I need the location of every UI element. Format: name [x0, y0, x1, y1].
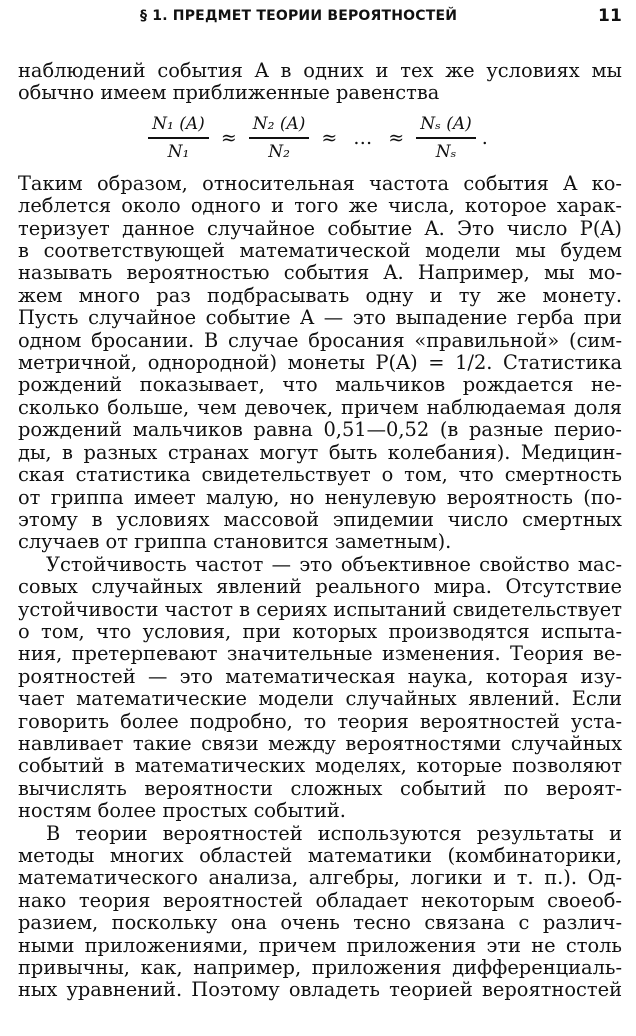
paragraph-1	[18, 173, 622, 554]
text-line: рождений мальчиков равна 0,51—0,52 (в разные перио-	[18, 418, 622, 442]
text-line: этому в условиях массовой эпидемии число смертных	[18, 507, 622, 531]
fraction-bar	[148, 137, 209, 138]
text-line: жем много раз подбрасывать одну и ту же монету.	[18, 283, 622, 307]
text-line: метричной, однородной) монеты P(A) = 1/2. Статистика	[18, 351, 622, 375]
formula-period: .	[481, 126, 488, 149]
text-line: вычислять вероятности сложных событий по вероят-	[18, 776, 622, 800]
text-line: роятностей — это математическая наука, которая изу-	[18, 664, 622, 688]
fraction-denominator: N₂	[268, 141, 290, 162]
text-line: наблюдений события A в одних и тех же условиях мы	[18, 59, 622, 82]
text-line: разием, поскольку она очень тесно связана с различ-	[18, 911, 622, 935]
text-line: Таким образом, относительная частота события A ко-	[18, 171, 622, 195]
fraction-2	[249, 113, 310, 163]
fraction-numerator: N₂ (A)	[252, 113, 306, 134]
text-line: навливает такие связи между вероятностями случайных	[18, 731, 622, 755]
page-number: 11	[597, 6, 622, 26]
fraction-bar	[249, 137, 310, 138]
text-line: нако теория вероятностей обладает некоторым своеоб-	[18, 888, 622, 912]
fraction-s	[416, 113, 476, 163]
text-line: Пусть случайное событие A — это выпадение герба при	[18, 306, 622, 330]
text-line: Устойчивость частот — это объективное свойство мас-	[46, 552, 622, 576]
text-line: совых случайных явлений реального мира. Отсутствие	[18, 575, 622, 599]
approx-sign: ≈	[321, 126, 338, 149]
text-line: говорить более подробно, то теория вероятностей уста-	[18, 709, 622, 733]
ellipsis: …	[353, 126, 373, 149]
text-line: методы многих областей математики (комбинаторики,	[18, 844, 622, 867]
text-line: ными приложениями, причем приложения эти не столь	[18, 933, 622, 957]
text-line: В теории вероятностей используются результаты и	[46, 821, 622, 845]
paragraph-2	[18, 554, 622, 823]
text-line: случаев от гриппа становится заметным).	[18, 530, 452, 554]
running-header	[18, 6, 622, 28]
fraction-denominator: N₁	[167, 141, 190, 162]
text-line: устойчивости частот в сериях испытаний свидетельствует	[18, 597, 622, 621]
text-line: ния, претерпевают значительные изменения. Теория ве-	[18, 642, 622, 666]
fraction-denominator: Nₛ	[435, 141, 457, 162]
approx-sign: ≈	[388, 126, 405, 149]
text-line: рождений показывает, что мальчиков рождается не-	[18, 373, 622, 397]
fraction-1	[148, 113, 209, 163]
fraction-bar	[416, 137, 476, 138]
text-line: чает математические модели случайных явлений. Если	[18, 687, 622, 711]
text-line: одном бросании. В случае бросания «правильной» (сим-	[18, 328, 622, 352]
text-line: сколько больше, чем девочек, причем наблюдаемая доля	[18, 395, 622, 419]
text-line: ных уравнений. Поэтому овладеть теорией вероятностей	[18, 978, 622, 1002]
text-line: ская статистика свидетельствует о том, что смертность	[18, 463, 622, 487]
book-page	[18, 6, 622, 1002]
text-line: называть вероятностью события A. Например, мы мо-	[18, 261, 622, 285]
text-line: теризует данное случайное событие A. Это число P(A)	[18, 216, 622, 240]
text-line: о том, что условия, при которых производятся испыта-	[18, 619, 622, 643]
fraction-numerator: Nₛ (A)	[420, 113, 472, 134]
text-line: событий в математических моделях, которые позволяют	[18, 754, 622, 778]
fraction-numerator: N₁ (A)	[152, 113, 205, 134]
text-line: обычно имеем приближенные равенства	[18, 81, 440, 105]
text-line: в соответствующей математической модели мы будем	[18, 239, 622, 263]
text-line: леблется около одного и того же числа, которое харак-	[18, 194, 622, 218]
text-line: ностям более простых событий.	[18, 799, 346, 823]
paragraph-3	[18, 823, 622, 1002]
body-text	[18, 60, 622, 1002]
approx-sign: ≈	[220, 126, 237, 149]
approximate-equalities-formula	[18, 109, 622, 167]
text-line: от гриппа имеет малую, но ненулевую вероятность (по-	[18, 485, 622, 509]
section-title: § 1. ПРЕДМЕТ ТЕОРИИ ВЕРОЯТНОСТЕЙ	[140, 8, 458, 24]
text-line: ды, в разных странах могут быть колебания). Медицин-	[18, 440, 622, 464]
text-line: привычны, как, например, приложения дифференциаль-	[18, 956, 622, 980]
text-line: математического анализа, алгебры, логики и т. п.). Од-	[18, 866, 622, 890]
